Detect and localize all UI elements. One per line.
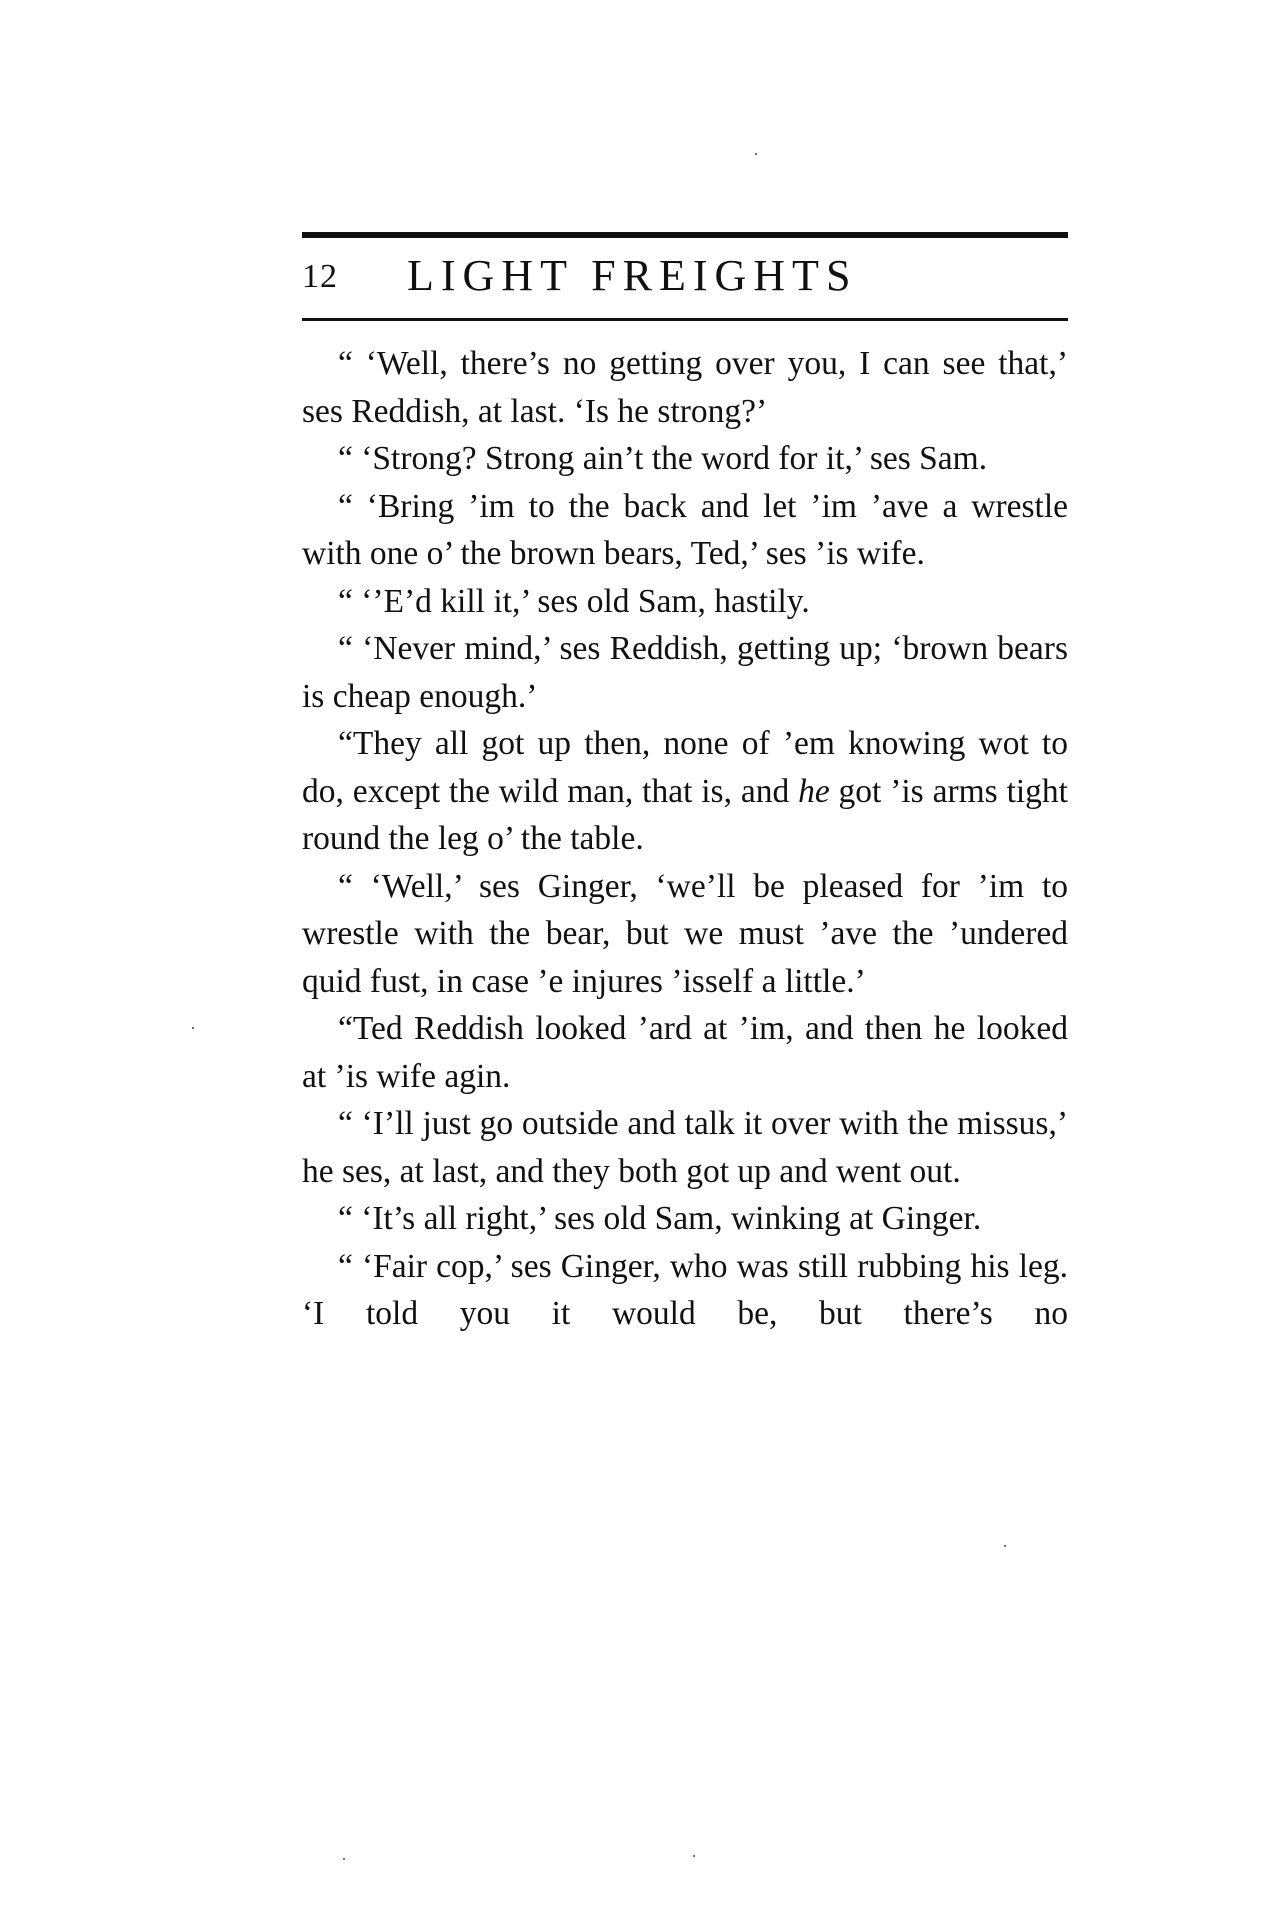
page-number: 12 — [302, 258, 338, 295]
paragraph — [302, 720, 1068, 863]
paragraph: “Ted Reddish looked ’ard at ’im, and then he looked at ’is wife agin. — [302, 1010, 1068, 1095]
paragraph: “ ‘Strong? Strong ain’t the word for it,’ ses Sam. — [338, 440, 988, 477]
paragraph: “ ‘Well, there’s no getting over you, I can see that,’ ses Reddish, at last. ‘Is he strong?’ — [302, 345, 1068, 430]
paragraph: “ ‘’E’d kill it,’ ses old Sam, hastily. — [338, 582, 810, 620]
page-header — [302, 232, 1068, 321]
body-text — [302, 340, 1068, 1338]
running-title: LIGHT FREIGHTS — [407, 251, 858, 300]
paragraph: “ ‘I’ll just go outside and talk it over with the missus,’ he ses, at last, and they both got up and went out. — [302, 1105, 1068, 1190]
paragraph: “ ‘Fair cop,’ ses Ginger, who was still rubbing his leg. ‘I told you it would be, but there’s no — [302, 1247, 1068, 1332]
emphasized-word: he — [798, 772, 830, 810]
paragraph: “ ‘Well,’ ses Ginger, ‘we’ll be pleased for ’im to wrestle with the bear, but we must ’ave the ’undered quid fust, in case ’e injures ’isself a little.’ — [302, 867, 1068, 1000]
paragraph-text: “They all got up then, none of ’em knowing wot to do, except the wild man, that is, and — [302, 725, 1068, 810]
scan-speck — [755, 153, 757, 155]
paragraph: “ ‘Bring ’im to the back and let ’im ’ave a wrestle with one o’ the brown bears, Ted,’ ses ’is wife. — [302, 487, 1068, 572]
scan-speck — [1004, 1545, 1006, 1547]
paragraph: “ ‘It’s all right,’ ses old Sam, winking at Ginger. — [338, 1200, 982, 1237]
scan-speck — [192, 1027, 194, 1029]
scan-speck — [343, 1858, 345, 1860]
paragraph-text: got ’is arms tight round the leg o’ the table. — [302, 772, 1068, 857]
paragraph: “ ‘Never mind,’ ses Reddish, getting up; ‘brown bears is cheap enough.’ — [302, 630, 1068, 715]
scan-speck — [693, 1855, 695, 1857]
